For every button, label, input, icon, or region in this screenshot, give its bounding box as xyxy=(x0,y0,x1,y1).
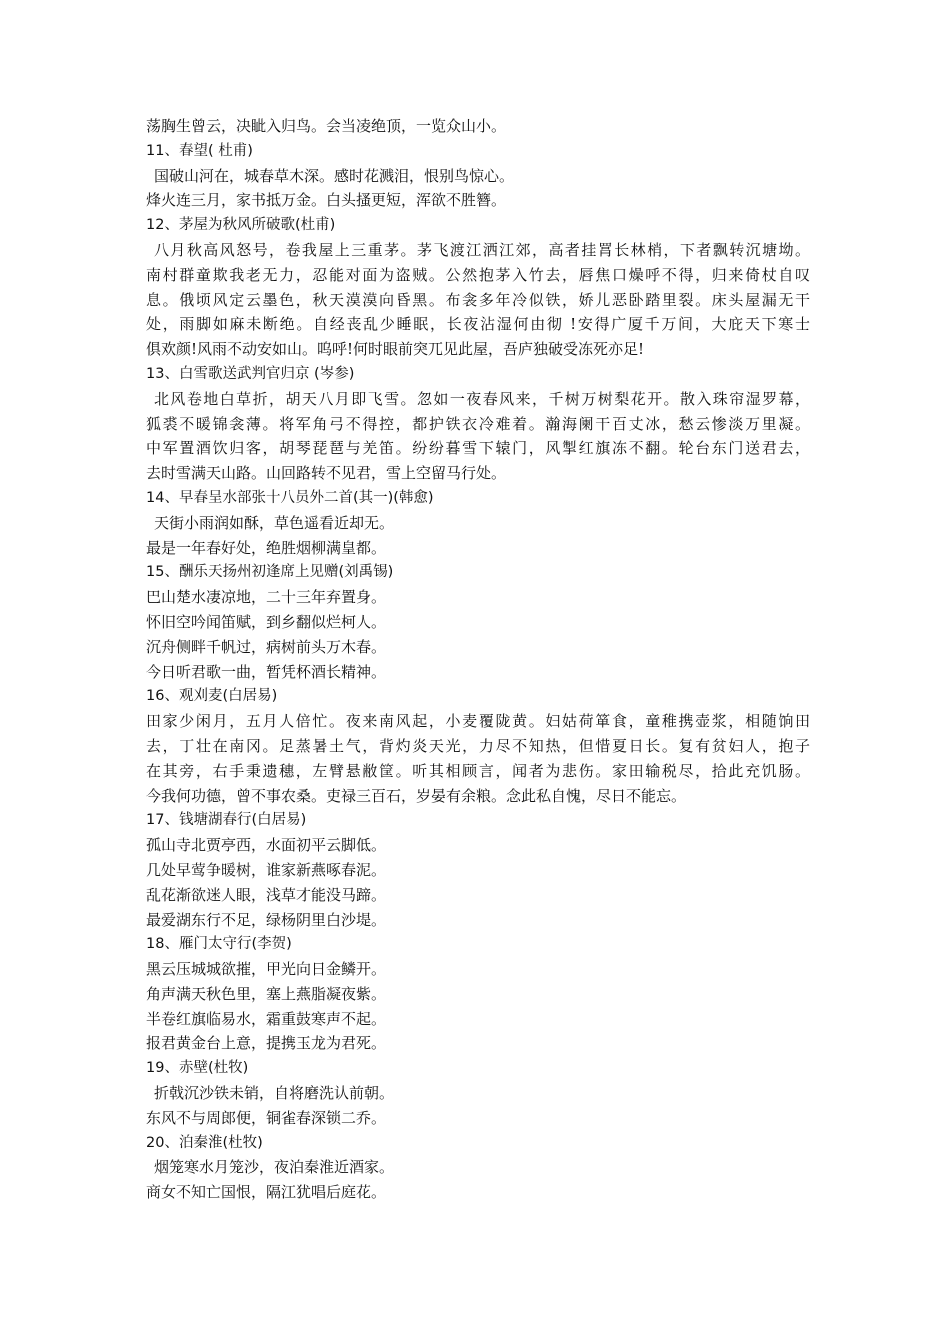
poem-text-line: 去时雪满天山路。山回路转不见君，雪上空留马行处。 xyxy=(146,464,507,483)
poem-text-line: 今日听君歌一曲，暂凭杯酒长精神。 xyxy=(146,662,387,681)
poem-text-line: 南村群童欺我老无力，忍能对面为盗贼。公然抱茅入竹去，唇焦口燥呼不得，归来倚杖自叹 xyxy=(146,265,810,284)
poem-text-line: 沉舟侧畔千帆过，病树前头万木春。 xyxy=(146,637,387,656)
document-page xyxy=(146,114,810,1205)
poem-text-line: 乱花渐欲迷人眼，浅草才能没马蹄。 xyxy=(146,885,387,904)
poem-heading: 17、钱塘湖春行(白居易) xyxy=(146,812,307,829)
poem-text-line: 东风不与周郎便，铜雀春深锁二乔。 xyxy=(146,1108,387,1127)
poem-text-line: 息。俄顷风定云墨色，秋天漠漠向昏黑。布衾多年冷似铁，娇儿恶卧踏里裂。床头屋漏无干 xyxy=(146,290,810,309)
poem-text-line: 今我何功德，曾不事农桑。吏禄三百石，岁晏有余粮。念此私自愧，尽日不能忘。 xyxy=(146,786,687,805)
poem-text-line: 角声满天秋色里，塞上燕脂凝夜紫。 xyxy=(146,984,387,1003)
poem-heading: 11、春望( 杜甫) xyxy=(146,142,253,159)
poem-text-line: 中军置酒饮归客，胡琴琵琶与羌笛。纷纷暮雪下辕门，风掣红旗冻不翻。轮台东门送君去， xyxy=(146,439,810,458)
poem-text-line: 荡胸生曾云，决眦入归鸟。会当凌绝顶，一览众山小。 xyxy=(146,117,507,135)
poem-text-line: 怀旧空吟闻笛赋，到乡翻似烂柯人。 xyxy=(146,612,387,631)
poem-text-line: 半卷红旗临易水，霜重鼓寒声不起。 xyxy=(146,1009,387,1028)
poem-text-line: 国破山河在，城春草木深。感时花溅泪，恨别鸟惊心。 xyxy=(154,166,515,185)
poem-text-line: 折戟沉沙铁未销，自将磨洗认前朝。 xyxy=(154,1084,395,1103)
poem-text-line: 狐裘不暖锦衾薄。将军角弓不得控，都护铁衣冷难着。瀚海阑干百丈冰，愁云惨淡万里凝。 xyxy=(146,414,810,433)
poem-heading: 16、观刈麦(白居易) xyxy=(146,688,278,705)
poem-text-line: 烽火连三月，家书抵万金。白头搔更短，浑欲不胜簪。 xyxy=(146,191,507,210)
poem-heading: 15、酬乐天扬州初逢席上见赠(刘禹锡) xyxy=(146,564,394,581)
poem-text-line: 在其旁，右手秉遗穗，左臂悬敝筐。听其相顾言，闻者为悲伤。家田输税尽，拾此充饥肠。 xyxy=(146,761,810,780)
poem-text-line: 最是一年春好处，绝胜烟柳满皇都。 xyxy=(146,538,387,557)
poem-text-line: 最爱湖东行不足，绿杨阴里白沙堤。 xyxy=(146,910,387,929)
poem-text-line: 北风卷地白草折，胡天八月即飞雪。忽如一夜春风来，千树万树梨花开。散入珠帘湿罗幕， xyxy=(154,389,810,408)
poem-text-line: 去，丁壮在南冈。足蒸暑土气，背灼炎天光，力尽不知热，但惜夏日长。复有贫妇人，抱子 xyxy=(146,736,810,755)
poem-text-line: 处，雨脚如麻未断绝。自经丧乱少睡眠，长夜沾湿何由彻 !安得广厦千万间，大庇天下寒士 xyxy=(146,315,810,334)
poem-text-line: 田家少闲月，五月人倍忙。夜来南风起，小麦覆陇黄。妇姑荷箪食，童稚携壶浆，相随饷田 xyxy=(146,712,810,731)
poem-text-line: 八月秋高风怒号，卷我屋上三重茅。茅飞渡江洒江郊，高者挂罥长林梢，下者飘转沉塘坳。 xyxy=(154,240,810,259)
poem-heading: 13、白雪歌送武判官归京 (岑参) xyxy=(146,365,355,382)
poem-heading: 19、赤壁(杜牧) xyxy=(146,1060,249,1077)
poem-text-line: 巴山楚水凄凉地，二十三年弃置身。 xyxy=(146,588,387,607)
poem-text-line: 商女不知亡国恨，隔江犹唱后庭花。 xyxy=(146,1183,387,1202)
poem-text-line: 孤山寺北贾亭西，水面初平云脚低。 xyxy=(146,836,387,855)
poem-heading: 12、茅屋为秋风所破歌(杜甫) xyxy=(146,217,336,234)
poem-heading: 14、早春呈水部张十八员外二首(其一)(韩愈) xyxy=(146,489,434,506)
poem-text-line: 黑云压城城欲摧，甲光向日金鳞开。 xyxy=(146,960,387,979)
poem-text-line: 报君黄金台上意，提携玉龙为君死。 xyxy=(146,1034,387,1053)
poem-text-line: 几处早莺争暖树，谁家新燕啄春泥。 xyxy=(146,860,387,879)
poem-text-line: 俱欢颜!风雨不动安如山。呜呼!何时眼前突兀见此屋，吾庐独破受冻死亦足! xyxy=(146,340,645,359)
poem-text-line: 天街小雨润如酥，草色遥看近却无。 xyxy=(154,513,395,532)
poem-heading: 18、雁门太守行(李贺) xyxy=(146,936,292,953)
poem-heading: 20、泊秦淮(杜牧) xyxy=(146,1134,263,1151)
poem-text-line: 烟笼寒水月笼沙，夜泊秦淮近酒家。 xyxy=(154,1158,395,1177)
